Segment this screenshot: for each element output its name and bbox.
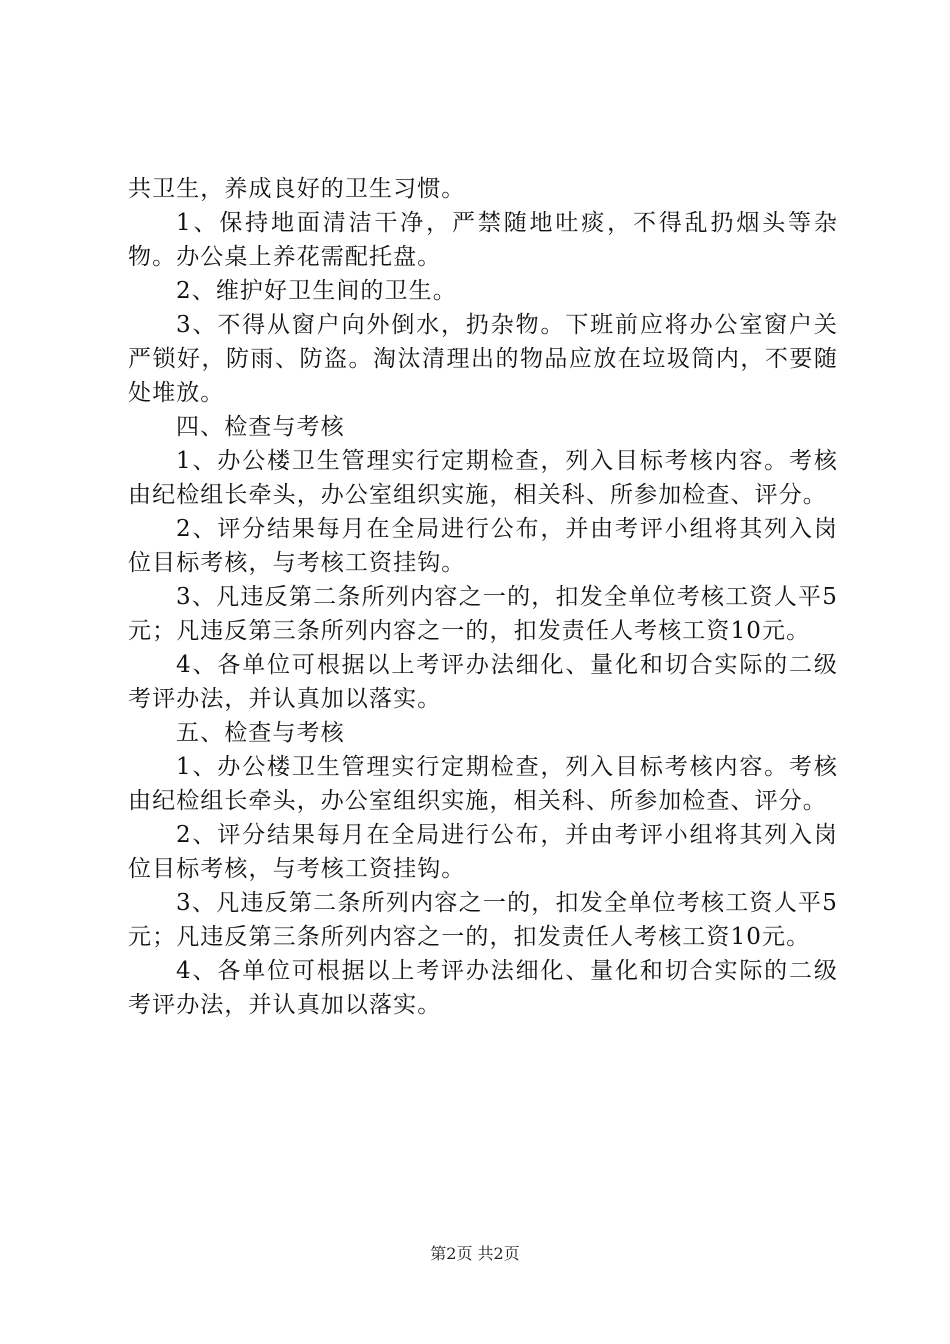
paragraph-item: 1、办公楼卫生管理实行定期检查，列入目标考核内容。考核由纪检组长牵头，办公室组织实施，相关科、所参加检查、评分。 xyxy=(128,754,838,814)
paragraph-item: 3、凡违反第二条所列内容之一的，扣发全单位考核工资人平5元；凡违反第三条所列内容之一的，扣发责任人考核工资10元。 xyxy=(128,584,838,644)
section-heading: 五、检查与考核 xyxy=(176,720,345,746)
paragraph-intro: 共卫生，养成良好的卫生习惯。 xyxy=(128,176,466,202)
paragraph-item: 1、保持地面清洁干净，严禁随地吐痰，不得乱扔烟头等杂物。办公桌上养花需配托盘。 xyxy=(128,210,838,270)
section-heading: 四、检查与考核 xyxy=(176,414,345,440)
paragraph-item: 1、办公楼卫生管理实行定期检查，列入目标考核内容。考核由纪检组长牵头，办公室组织实施，相关科、所参加检查、评分。 xyxy=(128,448,838,508)
paragraph-item: 3、凡违反第二条所列内容之一的，扣发全单位考核工资人平5元；凡违反第三条所列内容之一的，扣发责任人考核工资10元。 xyxy=(128,890,838,950)
paragraph-item: 2、维护好卫生间的卫生。 xyxy=(176,278,457,304)
paragraph-item: 2、评分结果每月在全局进行公布，并由考评小组将其列入岗位目标考核，与考核工资挂钩。 xyxy=(128,516,838,576)
paragraph-item: 4、各单位可根据以上考评办法细化、量化和切合实际的二级考评办法，并认真加以落实。 xyxy=(128,958,838,1018)
paragraph-item: 2、评分结果每月在全局进行公布，并由考评小组将其列入岗位目标考核，与考核工资挂钩。 xyxy=(128,822,838,882)
page-footer: 第2页 共2页 xyxy=(430,1244,520,1263)
paragraph-item: 4、各单位可根据以上考评办法细化、量化和切合实际的二级考评办法，并认真加以落实。 xyxy=(128,652,838,712)
paragraph-item: 3、不得从窗户向外倒水，扔杂物。下班前应将办公室窗户关严锁好，防雨、防盗。淘汰清理出的物品应放在垃圾筒内，不要随处堆放。 xyxy=(128,312,838,406)
document-body xyxy=(128,172,838,1022)
